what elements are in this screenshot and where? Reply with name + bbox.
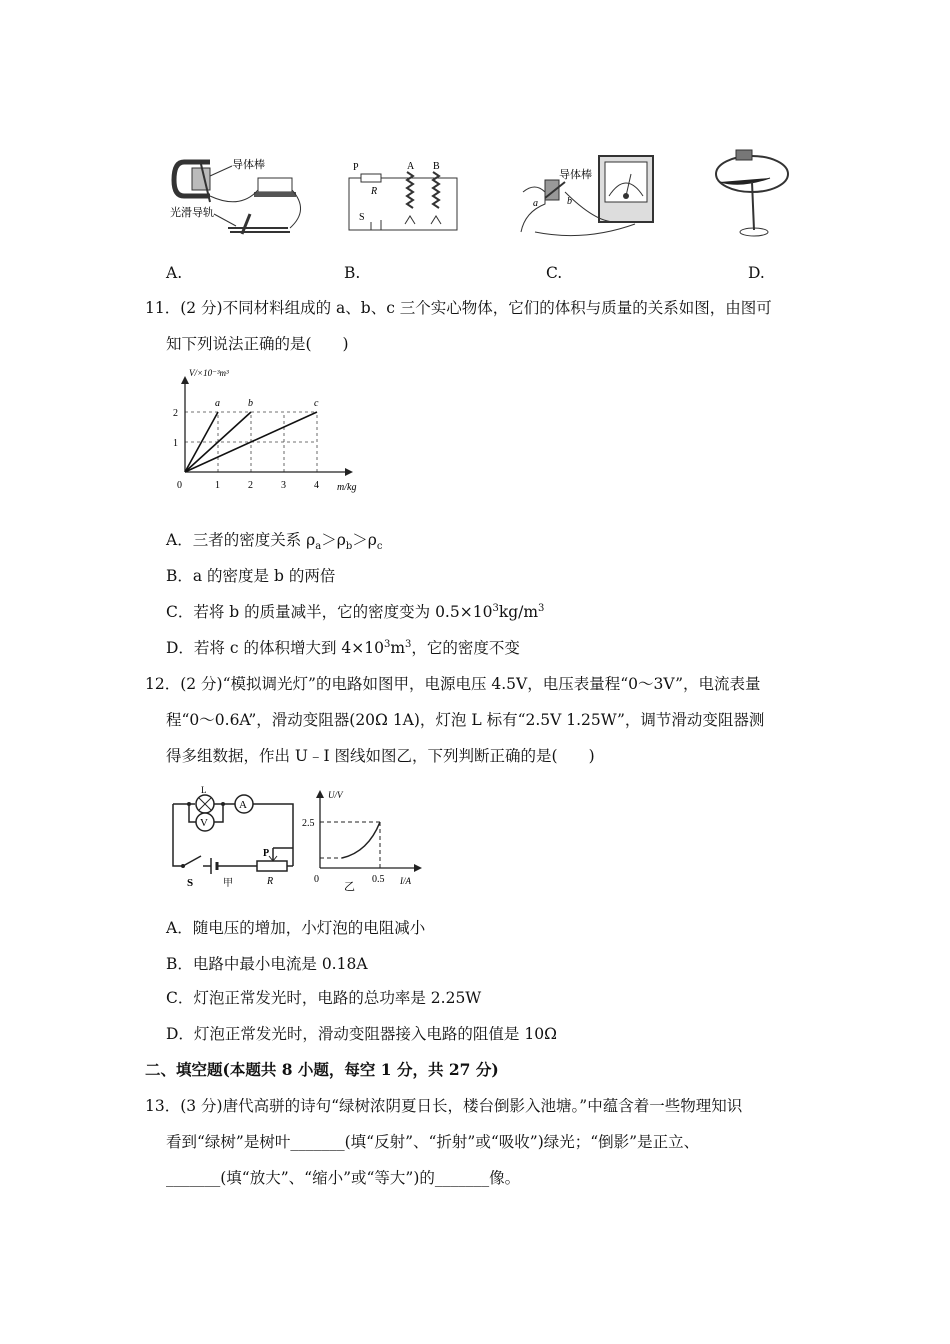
q12-stem-line2: 程“0～0.6A”，滑动变阻器(20Ω 1A)，灯泡 L 标有“2.5V 1.25W”，调节滑动变阻器测 (166, 711, 765, 729)
svg-text:A: A (239, 799, 247, 811)
q12-stem-line1: 12．(2 分)“模拟调光灯”的电路如图甲，电源电压 4.5V，电压表量程“0～3V”，电流表量 (145, 675, 761, 693)
svg-text:导体棒: 导体棒 (232, 159, 265, 171)
exponent: 3 (538, 602, 545, 614)
x-axis-label: m/kg (337, 482, 357, 493)
svg-text:乙: 乙 (344, 881, 355, 891)
svg-text:0: 0 (314, 874, 319, 885)
q13-stem-line1: 13．(3 分)唐代高骈的诗句“绿树浓阴夏日长，楼台倒影入池塘。”中蕴含着一些物理知识 (145, 1097, 743, 1115)
q13-stem-line3: _______(填“放大”、“缩小”或“等大”)的_______像。 (166, 1169, 521, 1187)
gt-sign-2: ＞ρ (352, 531, 377, 549)
figure-c-galvanometer (515, 152, 655, 242)
figure-d-rotating-coil (712, 142, 792, 242)
q11-stem-line2: 知下列说法正确的是( ) (166, 335, 349, 353)
svg-text:S: S (359, 212, 365, 223)
series-line-a (185, 412, 218, 472)
section-2-title: 二、填空题(本题共 8 小题，每空 1 分，共 27 分) (145, 1060, 499, 1079)
svg-text:R: R (267, 876, 274, 887)
x-tick-label: 3 (281, 480, 286, 491)
q11-option-d (166, 638, 520, 658)
q11-option-d-tail: ，它的密度不变 (411, 639, 520, 657)
q11-option-d-text: D．若将 c 的体积增大到 4×10 (166, 639, 384, 657)
svg-text:导体棒: 导体棒 (559, 169, 592, 181)
q10-option-d: D. (748, 264, 765, 282)
origin-label: 0 (177, 480, 182, 491)
gt-sign-1: ＞ρ (321, 531, 346, 549)
q12-option-c: C．灯泡正常发光时，电路的总功率是 2.25W (166, 989, 482, 1007)
y-tick-label: 2 (173, 408, 178, 419)
x-axis-arrow (345, 468, 353, 476)
q13-stem-line2: 看到“绿树”是树叶_______(填“反射”、“折射”或“吸收”)绿光；“倒影”是正立、 (166, 1133, 700, 1151)
svg-text:2.5: 2.5 (302, 818, 315, 829)
q10-option-a: A. (166, 264, 183, 282)
rho-subscript-c: c (376, 541, 383, 553)
unit-text: m (390, 639, 406, 657)
rho-subscript-b: b (345, 541, 353, 553)
svg-text:A: A (407, 161, 415, 172)
svg-text:P: P (263, 848, 270, 859)
svg-text:I/A: I/A (400, 876, 411, 886)
q12-stem-line3: 得多组数据，作出 U﹣I 图线如图乙，下列判断正确的是( ) (166, 747, 595, 765)
rho-subscript-a: a (315, 541, 322, 553)
exponent: 3 (383, 638, 391, 650)
figure-b-electromagnets (345, 160, 460, 235)
series-label-b: b (248, 398, 253, 409)
q11-option-a (166, 530, 383, 553)
x-tick-label: 1 (215, 480, 220, 491)
svg-text:b: b (567, 196, 572, 207)
svg-text:光滑导轨: 光滑导轨 (170, 207, 214, 219)
svg-text:甲: 甲 (223, 878, 233, 889)
q12-option-a: A．随电压的增加，小灯泡的电阻减小 (166, 919, 426, 937)
svg-text:a: a (533, 198, 538, 209)
q10-option-c: C. (546, 264, 563, 282)
x-tick-label: 4 (314, 480, 319, 491)
series-label-a: a (215, 398, 220, 409)
y-tick-label: 1 (173, 438, 178, 449)
svg-text:P: P (353, 162, 359, 173)
figure-a-magnet-rails (170, 150, 315, 240)
y-axis-label: V/×10⁻³m³ (189, 368, 229, 378)
q11-option-c (166, 602, 544, 622)
ui-curve (342, 822, 380, 858)
q10-option-b: B. (344, 264, 361, 282)
q11-volume-mass-chart (165, 364, 365, 494)
exponent: 3 (405, 638, 412, 650)
q12-ui-graph (300, 786, 425, 891)
svg-text:S: S (187, 877, 194, 889)
unit-text: kg/m (498, 603, 539, 621)
y-axis-arrow (181, 376, 189, 384)
q12-option-d: D．灯泡正常发光时，滑动变阻器接入电路的阻值是 10Ω (166, 1025, 557, 1043)
q11-option-b: B．a 的密度是 b 的两倍 (166, 567, 336, 585)
q12-option-b: B．电路中最小电流是 0.18A (166, 955, 368, 973)
series-label-c: c (314, 398, 319, 409)
x-tick-label: 2 (248, 480, 253, 491)
q11-option-a-text: A．三者的密度关系 ρ (166, 531, 316, 549)
svg-text:L: L (201, 786, 207, 795)
svg-text:V: V (200, 817, 208, 829)
svg-text:B: B (433, 161, 440, 172)
q11-stem-line1: 11．(2 分)不同材料组成的 a、b、c 三个实心物体，它们的体积与质量的关系如图，由图可 (145, 299, 772, 317)
svg-text:U/V: U/V (328, 790, 343, 800)
q11-option-c-text: C．若将 b 的质量减半，它的密度变为 0.5×10 (166, 603, 493, 621)
svg-text:R: R (371, 186, 378, 197)
svg-text:0.5: 0.5 (372, 874, 385, 885)
exponent: 3 (492, 602, 499, 614)
q12-circuit-diagram (165, 786, 300, 891)
